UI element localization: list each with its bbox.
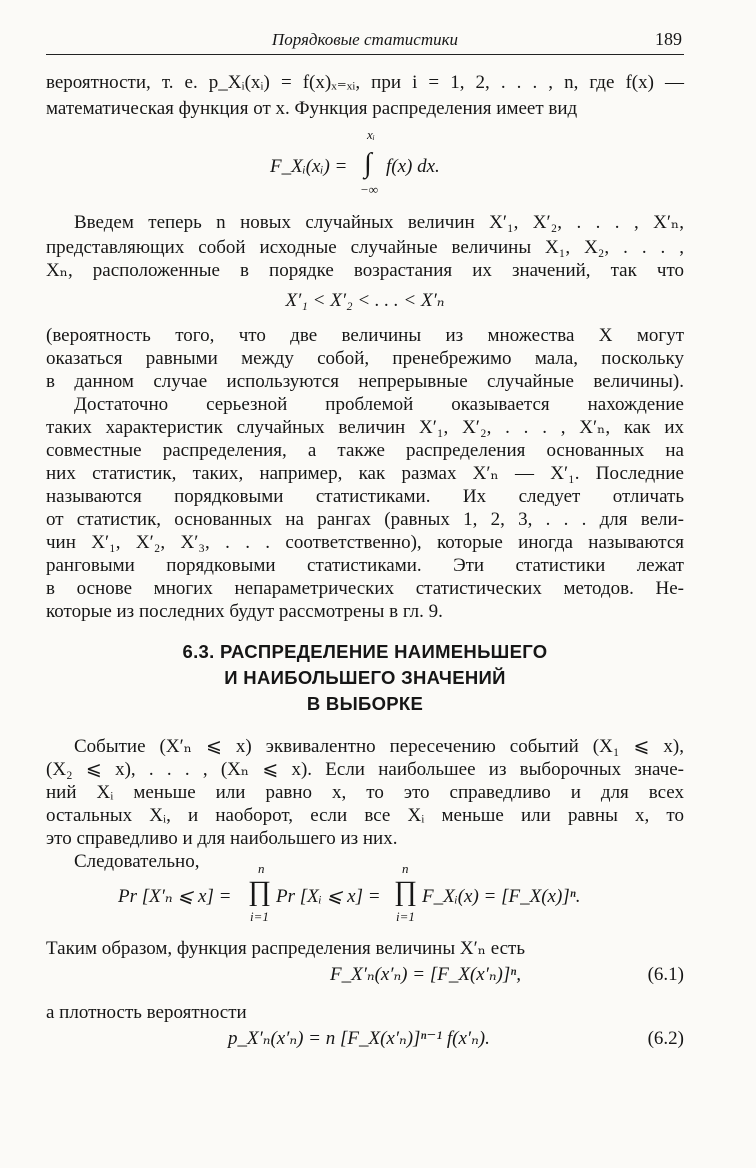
paragraph-line: от статистик, основанных на рангах (равных 1, 2, 3, . . . для вели- bbox=[46, 509, 684, 530]
paragraph-line: ний Xᵢ меньше или равно x, то это справедливо и для всех bbox=[46, 782, 684, 803]
paragraph-line: оказаться равными между собой, пренебрежимо мала, поскольку bbox=[46, 348, 684, 369]
paragraph-line: математическая функция от x. Функция распределения имеет вид bbox=[46, 98, 578, 119]
product-lower-limit: i=1 bbox=[396, 909, 415, 924]
page-header bbox=[46, 28, 684, 55]
paragraph-line: вероятности, т. е. p_Xᵢ(xᵢ) = f(x)ₓ₌ₓᵢ, при i = 1, 2, . . . , n, где f(x) — bbox=[46, 72, 684, 93]
product-lower-limit: i=1 bbox=[250, 909, 269, 924]
paragraph-line: представляющих собой исходные случайные величины X₁, X₂, . . . , bbox=[46, 237, 684, 258]
product-upper-limit: n bbox=[258, 861, 265, 876]
paragraph-line: остальных Xᵢ, и наоборот, если все Xᵢ меньше или равны x, то bbox=[46, 805, 684, 826]
paragraph-line: совместные распределения, а также распределения основанных на bbox=[46, 440, 684, 461]
section-heading-line: В ВЫБОРКЕ bbox=[306, 693, 424, 714]
product-sign: ∏ bbox=[394, 876, 418, 907]
paragraph-line: чин X′₁, X′₂, X′₃, . . . соответственно), которые иногда называются bbox=[46, 532, 684, 553]
paragraph-line: Введем теперь n новых случайных величин X′₁, X′₂, . . . , X′ₙ, bbox=[74, 212, 684, 233]
integral-sign: ∫ bbox=[364, 148, 372, 179]
formula-part: Pr [Xᵢ ⩽ x] = bbox=[276, 886, 381, 907]
paragraph-line: называются порядковыми статистиками. Их следует отличать bbox=[46, 486, 684, 507]
formula-part: F_Xᵢ(x) = [F_X(x)]ⁿ. bbox=[422, 886, 581, 907]
running-title: Порядковые статистики bbox=[271, 30, 459, 49]
equation-number: (6.1) bbox=[647, 964, 684, 985]
product-upper-limit: n bbox=[402, 861, 409, 876]
page-number: 189 bbox=[655, 29, 682, 49]
paragraph-line: это справедливо и для наибольшего из них. bbox=[46, 828, 398, 849]
product-sign: ∏ bbox=[248, 876, 272, 907]
paragraph-line: которые из последних будут рассмотрены в гл. 9. bbox=[46, 601, 443, 622]
integral-upper-limit: xᵢ bbox=[367, 127, 375, 142]
paragraph-line: в основе многих непараметрических статистических методов. Не- bbox=[46, 578, 684, 599]
formula-right: f(x) dx. bbox=[386, 156, 440, 177]
paragraph-line: них статистик, таких, например, как размах X′ₙ — X′₁. Последние bbox=[46, 463, 684, 484]
equation-formula: F_X′ₙ(x′ₙ) = [F_X(x′ₙ)]ⁿ, bbox=[330, 964, 522, 985]
formula-left: F_Xᵢ(xᵢ) = bbox=[270, 156, 348, 177]
equation-formula: p_X′ₙ(x′ₙ) = n [F_X(x′ₙ)]ⁿ⁻¹ f(x′ₙ). bbox=[228, 1028, 490, 1049]
section-heading-line: 6.3. РАСПРЕДЕЛЕНИЕ НАИМЕНЬШЕГО bbox=[182, 641, 548, 662]
equation-number: (6.2) bbox=[647, 1028, 684, 1049]
paragraph-line: (вероятность того, что две величины из множества X могут bbox=[46, 325, 684, 346]
section-heading-line: И НАИБОЛЬШЕГО ЗНАЧЕНИЙ bbox=[224, 667, 506, 688]
paragraph-line: Xₙ, расположенные в порядке возрастания их значений, так что bbox=[46, 260, 684, 281]
paragraph-line: таких характеристик случайных величин X′₁, X′₂, . . . , X′ₙ, как их bbox=[46, 417, 684, 438]
paragraph-line: в данном случае используются непрерывные случайные величины). bbox=[46, 371, 684, 392]
integral-lower-limit: −∞ bbox=[360, 182, 379, 197]
paragraph-line: ранговыми порядковыми статистиками. Эти статистики лежат bbox=[46, 555, 684, 576]
formula-part: Pr [X′ₙ ⩽ x] = bbox=[118, 886, 232, 907]
paragraph-line: (X₂ ⩽ x), . . . , (Xₙ ⩽ x). Если наибольшее из выборочных значе- bbox=[46, 759, 684, 780]
paragraph-line: Следовательно, bbox=[74, 851, 200, 872]
paragraph-line: а плотность вероятности bbox=[46, 1002, 247, 1023]
paragraph-line: Таким образом, функция распределения величины X′ₙ есть bbox=[46, 938, 526, 959]
formula-order: X′₁ < X′₂ < . . . < X′ₙ bbox=[285, 290, 445, 311]
paragraph-line: Событие (X′ₙ ⩽ x) эквивалентно пересечению событий (X₁ ⩽ x), bbox=[74, 736, 684, 757]
paragraph-line: Достаточно серьезной проблемой оказывается нахождение bbox=[74, 394, 684, 415]
